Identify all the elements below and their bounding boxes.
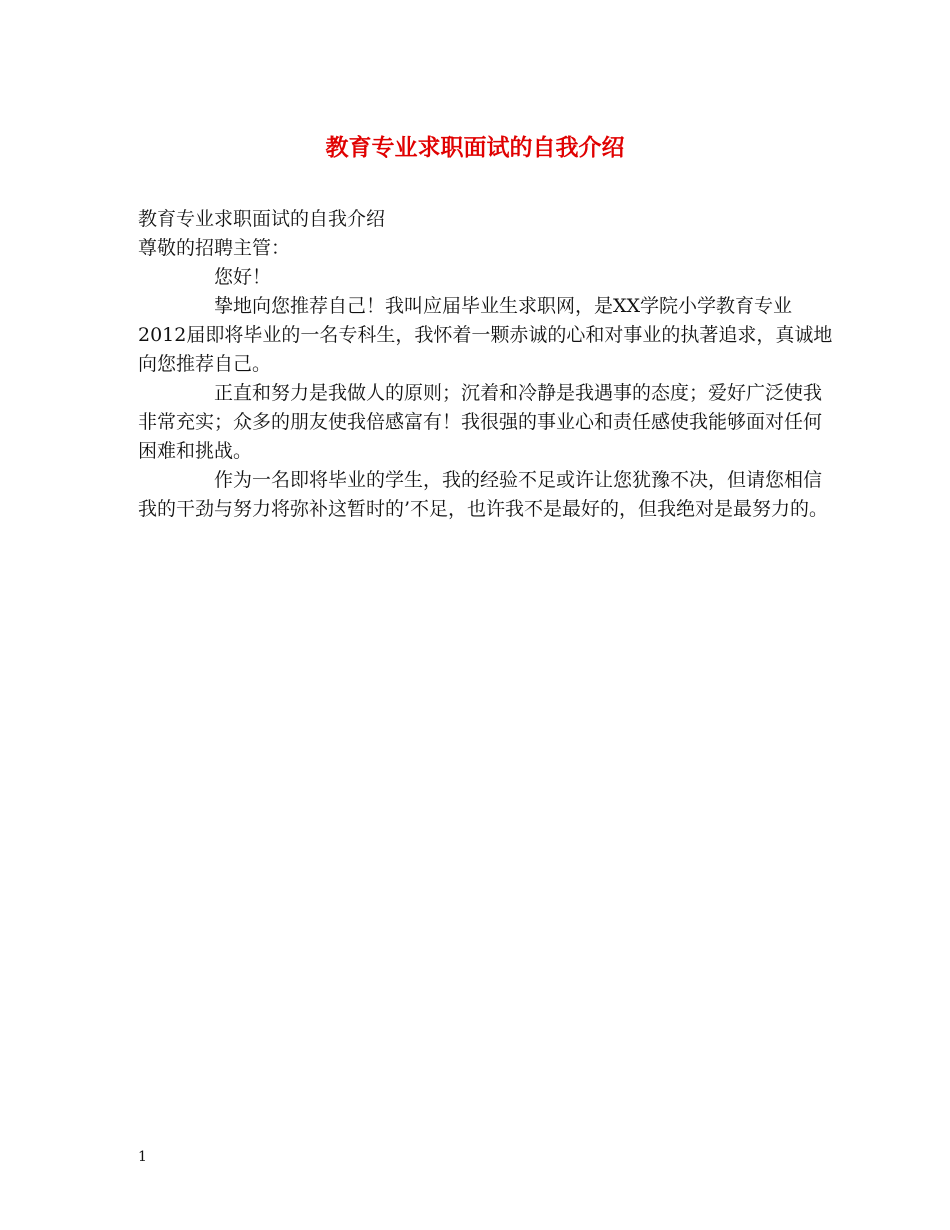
- paragraph-character: 正直和努力是我做人的原则；沉着和冷静是我遇事的态度；爱好广泛使我非常充实；众多的朋友使我倍感富有！我很强的事业心和责任感使我能够面对任何困难和挑战。: [138, 382, 823, 462]
- paragraph-salutation: 尊敬的招聘主管：: [138, 237, 291, 259]
- page-number: 1: [138, 1149, 147, 1165]
- paragraph-greeting: 您好！: [214, 266, 272, 288]
- document-title: 教育专业求职面试的自我介绍: [325, 134, 625, 161]
- paragraph-heading: 教育专业求职面试的自我介绍: [138, 208, 386, 230]
- paragraph-introduction: 挚地向您推荐自己！我叫应届毕业生求职网，是XX学院小学教育专业2012届即将毕业的一名专科生，我怀着一颗赤诚的心和对事业的执著追求，真诚地向您推荐自己。: [138, 295, 833, 375]
- document-body: [138, 205, 838, 524]
- paragraph-closing: 作为一名即将毕业的学生，我的经验不足或许让您犹豫不决，但请您相信我的干劲与努力将弥补这暂时的’不足，也许我不是最好的，但我绝对是最努力的。: [138, 469, 829, 520]
